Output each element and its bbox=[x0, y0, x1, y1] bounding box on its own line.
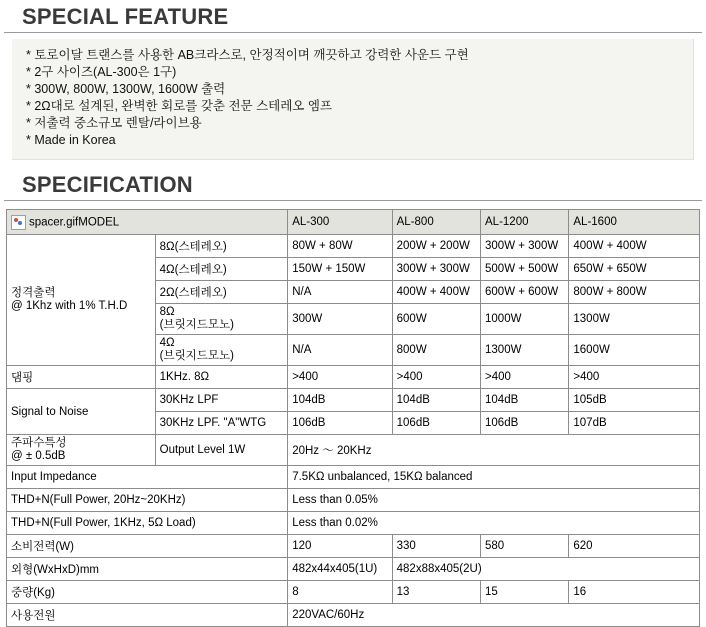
cell-value: N/A bbox=[288, 335, 392, 366]
subrow-label: Output Level 1W bbox=[155, 435, 288, 466]
cell-value: 220VAC/60Hz bbox=[288, 604, 700, 627]
row-label-thd-20hz-20khz: THD+N(Full Power, 20Hz~20KHz) bbox=[7, 489, 288, 512]
feature-title-divider bbox=[4, 32, 702, 33]
cell-value: 104dB bbox=[481, 389, 569, 412]
cell-value: 104dB bbox=[392, 389, 480, 412]
row-label-signal-to-noise: Signal to Noise bbox=[7, 389, 156, 435]
header-model-al1200: AL-1200 bbox=[481, 210, 569, 235]
specification-table-wrap bbox=[6, 209, 700, 627]
model-label: MODEL bbox=[78, 216, 120, 229]
rated-output-line1: 정격출력 bbox=[11, 287, 56, 299]
row-label-frequency-response bbox=[7, 435, 156, 466]
cell-value: 600W + 600W bbox=[481, 281, 569, 304]
table-row bbox=[7, 235, 700, 258]
subrow-label-line1: 4Ω bbox=[159, 337, 175, 349]
cell-value: 106dB bbox=[392, 412, 480, 435]
frequency-response-line1: 주파수특성 bbox=[11, 437, 67, 449]
cell-value: N/A bbox=[288, 281, 392, 304]
row-label-power-consumption: 소비전력(W) bbox=[7, 535, 288, 558]
cell-value: 15 bbox=[481, 581, 569, 604]
table-row bbox=[7, 535, 700, 558]
cell-value: 482x44x405(1U) bbox=[288, 558, 392, 581]
cell-value: 400W + 400W bbox=[569, 235, 700, 258]
cell-value: 482x88x405(2U) bbox=[392, 558, 699, 581]
subrow-label-line2: (브릿지드모노) bbox=[159, 319, 234, 331]
cell-value: >400 bbox=[288, 366, 392, 389]
cell-value: 300W + 300W bbox=[481, 235, 569, 258]
table-row bbox=[7, 604, 700, 627]
subrow-label: 8Ω(스테레오) bbox=[155, 235, 288, 258]
subrow-label-line1: 8Ω bbox=[159, 306, 175, 318]
header-model-al1600: AL-1600 bbox=[569, 210, 700, 235]
special-feature-box bbox=[12, 39, 694, 160]
feature-list bbox=[26, 47, 683, 149]
cell-value: 650W + 650W bbox=[569, 258, 700, 281]
spec-title-divider bbox=[4, 200, 702, 201]
cell-value: 1600W bbox=[569, 335, 700, 366]
cell-value: 1300W bbox=[569, 304, 700, 335]
header-model-al300: AL-300 bbox=[288, 210, 392, 235]
cell-value: 13 bbox=[392, 581, 480, 604]
subrow-label: 2Ω(스테레오) bbox=[155, 281, 288, 304]
header-model-al800: AL-800 bbox=[392, 210, 480, 235]
table-row bbox=[7, 489, 700, 512]
cell-value: 150W + 150W bbox=[288, 258, 392, 281]
list-item: * 300W, 800W, 1300W, 1600W 출력 bbox=[26, 82, 226, 96]
table-row bbox=[7, 581, 700, 604]
subrow-label: 30KHz LPF. "A"WTG bbox=[155, 412, 288, 435]
cell-value: 80W + 80W bbox=[288, 235, 392, 258]
cell-value: Less than 0.05% bbox=[288, 489, 700, 512]
list-item: * 2Ω대로 설계된, 완벽한 회로를 갖춘 전문 스테레오 엠프 bbox=[26, 99, 332, 113]
row-label-thd-1khz-5ohm: THD+N(Full Power, 1KHz, 5Ω Load) bbox=[7, 512, 288, 535]
cell-value: 120 bbox=[288, 535, 392, 558]
cell-value: >400 bbox=[569, 366, 700, 389]
cell-value: 800W bbox=[392, 335, 480, 366]
frequency-response-line2: @ ± 0.5dB bbox=[11, 450, 66, 462]
list-item: * Made in Korea bbox=[26, 133, 116, 147]
list-item: * 저출력 중소규모 렌탈/라이브용 bbox=[26, 116, 202, 130]
specification-title: SPECIFICATION bbox=[22, 172, 193, 197]
cell-value: 1300W bbox=[481, 335, 569, 366]
cell-value: 500W + 500W bbox=[481, 258, 569, 281]
table-row bbox=[7, 366, 700, 389]
row-label-damping: 댐핑 bbox=[7, 366, 156, 389]
special-feature-title: SPECIAL FEATURE bbox=[22, 4, 229, 29]
table-row bbox=[7, 389, 700, 412]
row-label-input-impedance: Input Impedance bbox=[7, 466, 288, 489]
subrow-label: 30KHz LPF bbox=[155, 389, 288, 412]
broken-image-icon bbox=[11, 215, 26, 230]
cell-value: 105dB bbox=[569, 389, 700, 412]
cell-value: 16 bbox=[569, 581, 700, 604]
cell-value: 620 bbox=[569, 535, 700, 558]
rated-output-line2: @ 1Khz with 1% T.H.D bbox=[11, 300, 128, 312]
cell-value: 106dB bbox=[481, 412, 569, 435]
model-alt-text: spacer.gif bbox=[29, 216, 79, 229]
cell-value: >400 bbox=[481, 366, 569, 389]
subrow-label-line2: (브릿지드모노) bbox=[159, 350, 234, 362]
row-label-weight: 중량(Kg) bbox=[7, 581, 288, 604]
row-label-power-source: 사용전원 bbox=[7, 604, 288, 627]
table-row bbox=[7, 466, 700, 489]
cell-value: 20Hz ～ 20KHz bbox=[288, 435, 700, 466]
cell-value: 800W + 800W bbox=[569, 281, 700, 304]
cell-value: 300W bbox=[288, 304, 392, 335]
cell-value: 600W bbox=[392, 304, 480, 335]
subrow-label: 4Ω(스테레오) bbox=[155, 258, 288, 281]
subrow-label bbox=[155, 304, 288, 335]
table-header-row bbox=[7, 210, 700, 235]
cell-value: 300W + 300W bbox=[392, 258, 480, 281]
subrow-label bbox=[155, 335, 288, 366]
list-item: * 토로이달 트랜스를 사용한 AB크라스로, 안정적이며 깨끗하고 강력한 사운드 구현 bbox=[26, 48, 469, 62]
row-label-dimensions: 외형(WxHxD)mm bbox=[7, 558, 288, 581]
cell-value: 1000W bbox=[481, 304, 569, 335]
row-label-rated-output bbox=[7, 235, 156, 366]
table-row bbox=[7, 512, 700, 535]
cell-value: 400W + 400W bbox=[392, 281, 480, 304]
cell-value: 580 bbox=[481, 535, 569, 558]
cell-value: Less than 0.02% bbox=[288, 512, 700, 535]
cell-value: 106dB bbox=[288, 412, 392, 435]
subrow-label: 1KHz. 8Ω bbox=[155, 366, 288, 389]
cell-value: 200W + 200W bbox=[392, 235, 480, 258]
cell-value: 330 bbox=[392, 535, 480, 558]
cell-value: 104dB bbox=[288, 389, 392, 412]
cell-value: 7.5KΩ unbalanced, 15KΩ balanced bbox=[288, 466, 700, 489]
cell-value: >400 bbox=[392, 366, 480, 389]
list-item: * 2구 사이즈(AL-300은 1구) bbox=[26, 65, 177, 79]
table-row bbox=[7, 435, 700, 466]
table-row bbox=[7, 558, 700, 581]
specification-table bbox=[6, 209, 700, 627]
cell-value: 8 bbox=[288, 581, 392, 604]
cell-value: 107dB bbox=[569, 412, 700, 435]
header-model-cell bbox=[7, 210, 288, 235]
